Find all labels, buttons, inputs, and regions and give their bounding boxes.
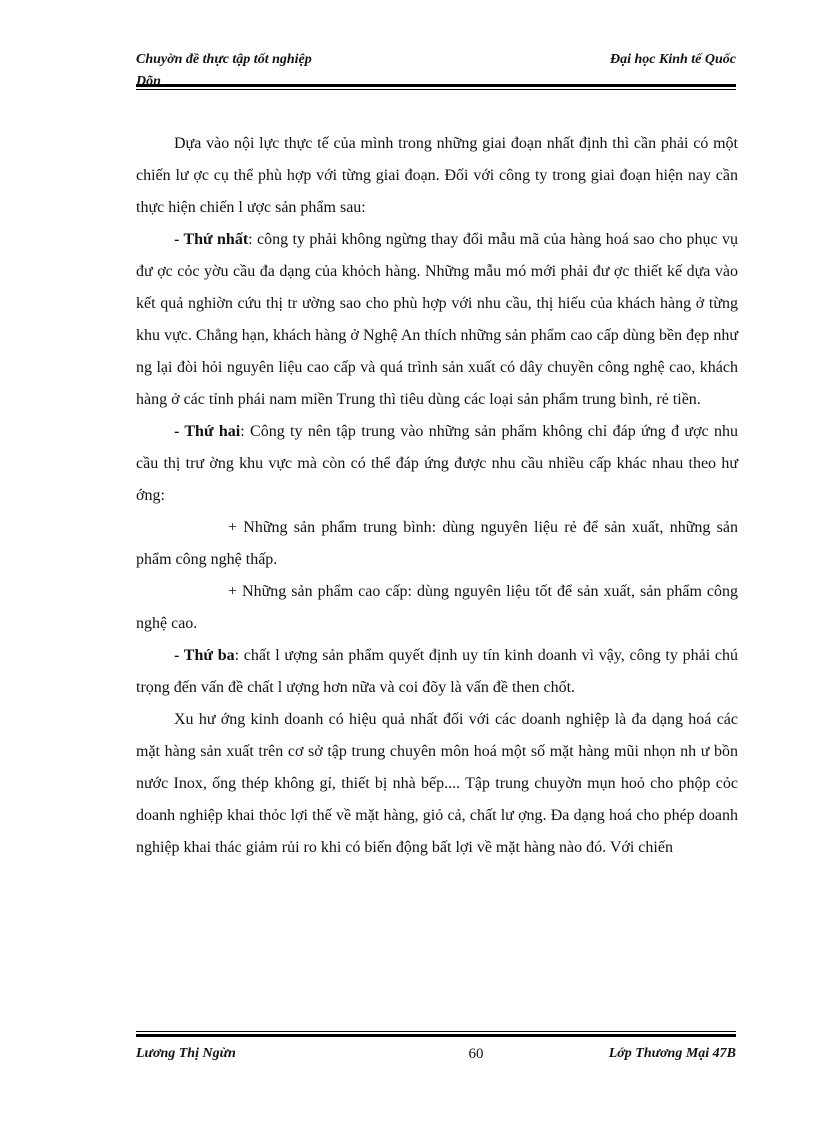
footer-author: Lương Thị Ngừn (136, 1046, 236, 1061)
paragraph-3 (136, 416, 738, 512)
paragraph-4: + Những sản phẩm trung bình: dùng nguyên liệu rẻ để sản xuất, những sản phẩm công nghệ thấp. (136, 519, 738, 568)
header-rule-thick (136, 84, 736, 87)
paragraph-6-text: : chất l ượng sản phẩm quyết định uy tín kinh doanh vì vậy, công ty phải chú trọng đến vấn đề chất l ượng hơn nữa và coi đõy là vấn đề then chốt. (136, 647, 738, 696)
header-right-title: Đại học Kinh tế Quốc (609, 52, 736, 67)
paragraph-1: Dựa vào nội lực thực tế của mình trong những giai đoạn nhất định thì cần phải có một chiến lư ợc cụ thể phù hợp với từng giai đoạn. Đối với công ty trong giai đoạn hiện nay cần thực hiện chiến l ược sản phẩm sau: (136, 135, 738, 216)
paragraph-6 (136, 640, 738, 704)
paragraph-2-lead: - Thứ nhất (174, 231, 249, 248)
header-rule-thin (136, 89, 736, 90)
paragraph-3-lead: - Thứ hai (174, 423, 241, 440)
footer-rule-thin (136, 1031, 736, 1032)
paragraph-5: + Những sản phẩm cao cấp: dùng nguyên liệu tốt để sản xuất, sản phẩm công nghệ cao. (136, 583, 738, 632)
paragraph-2 (136, 224, 738, 416)
footer-class-name: Lớp Thương Mại 47B (608, 1046, 736, 1061)
document-body (136, 128, 738, 864)
header-wrap-text: Dõn (136, 74, 161, 89)
footer-rule-thick (136, 1034, 736, 1037)
paragraph-3-text: : Công ty nên tập trung vào những sản phẩm không chỉ đáp ứng đ ược nhu cầu thị trư ờng khu vực mà còn có thể đáp ứng được nhu cầu nhiều cấp khác nhau theo hư ớng: (136, 423, 738, 504)
paragraph-2-text: : công ty phải không ngừng thay đổi mẫu mã của hàng hoá sao cho phục vụ đư ợc cỏc yờu cầu đa dạng của khỏch hàng. Những mẫu mó mới phải đư ợc thiết kế dựa vào kết quả nghiờn cứu thị tr ường sao cho phù hợp với nhu cầu, thị hiếu của khách hàng ở từng khu vực. Chẳng hạn, khách hàng ở Nghệ An thích những sản phẩm cao cấp dùng bền đẹp như ng lại đòi hỏi nguyên liệu cao cấp và quá trình sản xuất có dây chuyền công nghệ cao, khách hàng ở các tỉnh phái nam miền Trung thì tiêu dùng các loại sản phẩm trung bình, rẻ tiền. (136, 231, 739, 408)
footer-page-number: 60 (468, 1046, 484, 1062)
paragraph-6-lead: - Thứ ba (174, 647, 235, 664)
header-left-title: Chuyờn đề thực tập tốt nghiệp (136, 52, 312, 67)
paragraph-7: Xu hư ớng kinh doanh có hiệu quả nhất đối với các doanh nghiệp là đa dạng hoá các mặt hàng sản xuất trên cơ sở tập trung chuyên môn hoá một số mặt hàng mũi nhọn nh ư bồn nước Inox, ống thép không gỉ, thiết bị nhà bếp.... Tập trung chuyờn mụn hoỏ cho phộp cỏc doanh nghiệp khai thỏc lợi thế về mặt hàng, giỏ cả, chất lư ợng. Đa dạng hoá cho phép doanh nghiệp khai thác giảm rủi ro khi có biến động bất lợi về mặt hàng nào đó. Với chiến (136, 711, 738, 856)
